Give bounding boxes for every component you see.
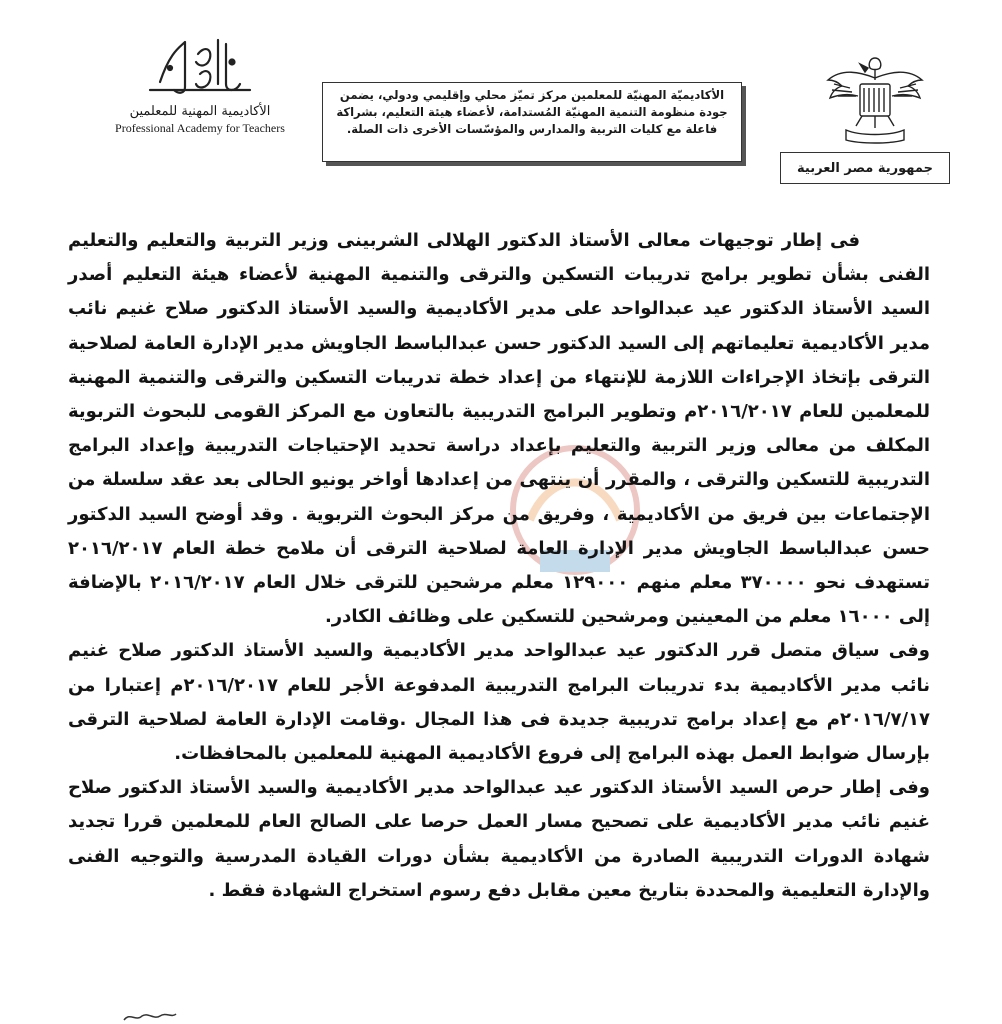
paragraph-3: وفى إطار حرص السيد الأستاذ الدكتور عيد عبدالواحد مدير الأكاديمية والسيد الأستاذ الدكتور صلاح غنيم نائب مدير الأكاديمية على تصحيح مسار العمل حرصا على الصالح العام للمعلمين قررا تجديد شهادة الدورات التدريبية الصادرة من الأكاديمية بشأن دورات القيادة المدرسية والتوجيه الفنى والإدارة التعليمية والمحددة بتاريخ معين مقابل دفع رسوم استخراج الشهادة فقط .: [68, 777, 930, 901]
article-body: [68, 224, 930, 908]
logo-english-text: Professional Academy for Teachers: [115, 121, 285, 135]
paragraph-2: وفى سياق متصل قرر الدكتور عيد عبدالواحد مدير الأكاديمية والسيد الأستاذ الدكتور صلاح غنيم نائب مدير الأكاديمية بدء تدريبات البرامج التدريبية المدفوعة الأجر للعام ٢٠١٦/٢٠١٧م إعتبارا من ٢٠١٦/٧/١٧م مع إعداد برامج تدريبية جديدة فى هذا المجال .وقامت الإدارة العامة لصلاحية الترقى بإرسال ضوابط العمل بهذه البرامج إلى فروع الأكاديمية المهنية للمعلمين بالمحافظات.: [68, 640, 930, 765]
mission-line: الأكاديميّة المهنيّة للمعلمين مركز تميّز محلي وإقليمي ودولي، يضمن: [339, 88, 725, 102]
mission-line: فاعلة مع كليات التربية والمدارس والمؤسّسات الأخرى ذات الصلة.: [346, 122, 718, 136]
country-label: جمهورية مصر العربية: [780, 152, 950, 184]
logo-arabic-text: الأكاديمية المهنية للمعلمين: [129, 104, 271, 119]
paragraph-1: فى إطار توجيهات معالى الأستاذ الدكتور الهلالى الشربينى وزير التربية والتعليم والتعليم الفنى بشأن تطوير برامج تدريبات التسكين والترقى والتنمية المهنية لأعضاء هيئة التعليم أصدر السيد الأستاذ الدكتور عيد عبدالواحد على مدير الأكاديمية والسيد الأستاذ الدكتور صلاح غنيم نائب مدير الأكاديمية تعليماتهم إلى السيد الدكتور حسن عبدالباسط الجاويش مدير الإدارة العامة لصلاحية الترقى بإتخاذ الإجراءات اللازمة للإنتهاء من إعداد خطة تدريبات التسكين والترقى والتنمية المهنية للمعلمين للعام ٢٠١٦/٢٠١٧م وتطوير البرامج التدريبية بالتعاون مع المركز القومى للبحوث التربوية المكلف من معالى وزير التربية والتعليم بإعداد دراسة تحديد الإحتياجات التدريبية وإعداد البرامج التدريبية للتسكين والترقى ، والمقرر أن ينتهى من إعدادها أواخر يونيو الحالى بعد عقد سلسلة من الإجتماعات بين فريق من الأكاديمية ، وفريق من مركز البحوث التربوية . وقد أوضح السيد الدكتور حسن عبدالباسط الجاويش مدير الإدارة العامة لصلاحية الترقى أن ملامح خطة العام ٢٠١٦/٢٠١٧ تستهدف نحو ٣٧٠٠٠٠ معلم منهم ١٢٩٠٠٠ معلم مرشحين للترقى خلال العام ٢٠١٦/٢٠١٧ بالإضافة إلى ١٦٠٠٠ معلم من المعينين ومرشحين للتسكين على وظائف الكادر.: [68, 230, 930, 628]
mission-line: جودة منظومة التنمية المهنيّة المُستدامة، لأعضاء هيئة التعليم، بشراكة: [336, 105, 728, 119]
mission-statement-box: [322, 82, 742, 162]
signature-mark-icon: [120, 1010, 180, 1024]
academy-logo: [100, 32, 300, 142]
eagle-emblem-icon: [820, 50, 930, 150]
calligraphy-logo-icon: [140, 32, 260, 102]
